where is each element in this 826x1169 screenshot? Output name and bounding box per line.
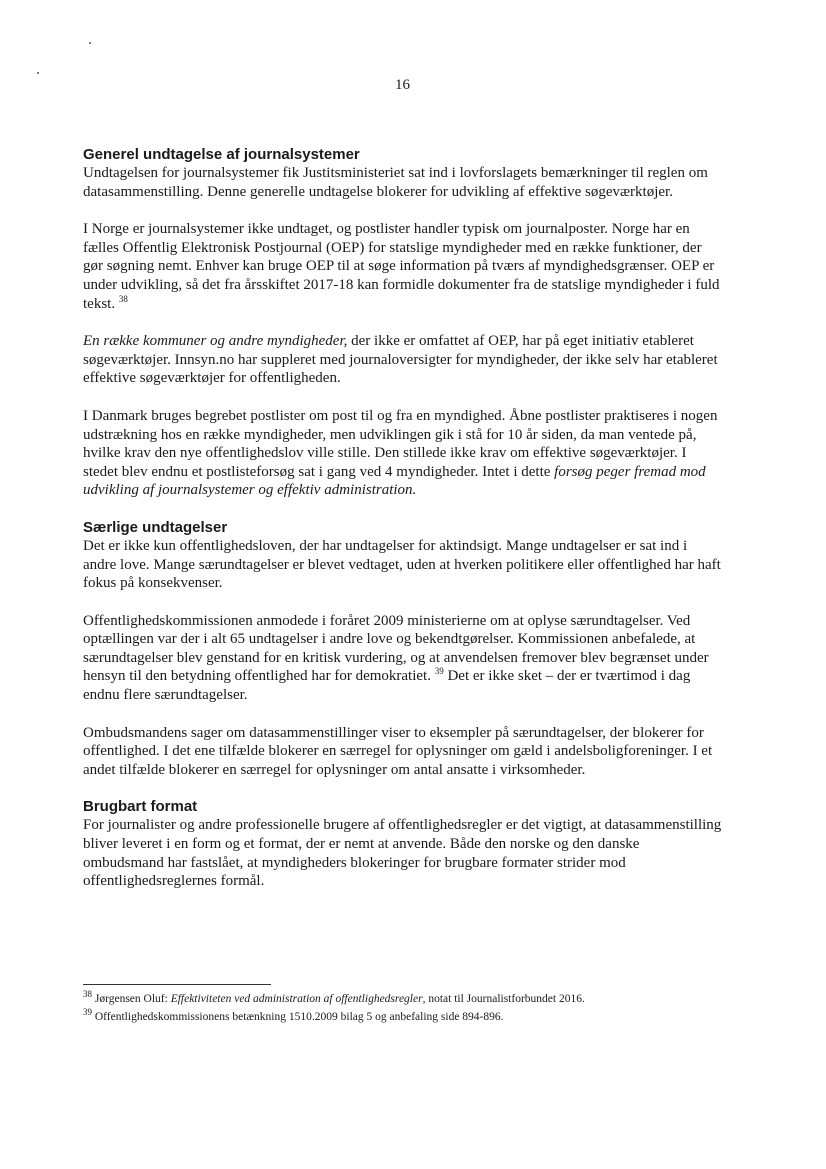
footnote-text: Offentlighedskommissionens betænkning 1510.2009 bilag 5 og anbefaling side 894-896. — [94, 1011, 504, 1023]
page-number: 16 — [395, 77, 410, 93]
paragraph — [83, 612, 723, 705]
document-body — [83, 146, 723, 891]
footnote — [83, 1008, 723, 1026]
italic-text: En række kommuner og andre myndigheder, — [83, 333, 348, 350]
paragraph: Det er ikke kun offentlighedsloven, der har undtagelser for aktindsigt. Mange undtagelser er sat ind i andre love. Mange særundtagelser er blevet vedtaget, uden at hverken politikere eller offentlighed har haft fokus på konsekvenser. — [83, 537, 721, 592]
footnote — [83, 990, 723, 1008]
paragraph — [83, 220, 723, 313]
paragraph-text: der ikke er omfattet af OEP, har på eget initiativ etableret søgeværktøjer. Innsyn.no har suppleret med journaloversigter for myndigheder, der ikke selv har etableret effektive søgeværktøjer for offentligheden. — [83, 333, 718, 387]
paragraph: Ombudsmandens sager om datasammenstillinger viser to eksempler på særundtagelser, der blokerer for offentlighed. I det ene tilfælde blokerer en særregel for oplysninger om gæld i andelsboligforeninger. I et andet tilfælde blokerer en særregel for oplysninger om antal ansatte i virksomheder. — [83, 724, 713, 778]
footnote-number: 38 — [83, 989, 92, 1000]
paragraph-text: I Danmark bruges begrebet postlister om post til og fra en myndighed. Åbne postlister praktiseres i nogen udstrækning hos en række myndigheder, men udviklingen gik i stå for 10 år siden, da man ventede på, hvilke krav den nye offentlighedslov ville stille. Den stillede ikke krav om effektive søgeværktøjer. I stedet blev endnu et postlisteforsøg sat i gang ved 4 myndigheder. Intet i dette — [83, 407, 718, 480]
section-heading: Generel undtagelse af journalsystemer — [83, 146, 360, 163]
scan-speck — [37, 72, 39, 74]
paragraph-text: I Norge er journalsystemer ikke undtaget, og postlister handler typisk om journalposter. Norge har en fælles Offentlig Elektronisk Postjournal (OEP) for statslige myndigheder med en række funktioner, der gør søgning nemt. Enhver kan bruge OEP til at søge information på tværs af myndighedsgrænser. OEP er under udvikling, så det fra årsskiftet 2017-18 kan formidle dokumenter fra de statslige myndigheder i fuld tekst. — [83, 221, 720, 312]
footnote-text: , notat til Journalistforbundet 2016. — [422, 993, 585, 1005]
section-heading: Brugbart format — [83, 798, 198, 816]
section-heading: Særlige undtagelser — [83, 518, 228, 536]
paragraph-text: Offentlighedskommissionen anmodede i foråret 2009 ministerierne om at oplyse særundtagelser. Ved optællingen var der i alt 65 undtagelser i andre love og bekendtgørelser. Kommissionen anbefalede, at særundtagelser blev genstand for en kritisk vurdering, og at anvendelsen fremover blev begrænset under hensyn til den betydning offentlighed har for demokratiet. — [83, 612, 709, 685]
paragraph: For journalister og andre professionelle brugere af offentlighedsregler er det vigtigt, at datasammenstilling bliver leveret i en form og et format, der er nemt at anvende. Både den norske og den danske ombudsmand har fastslået, at myndigheders blokeringer for brugbare formater strider mod offentlighedsreglernes formål. — [83, 817, 722, 890]
footnote-ref: 38 — [118, 293, 128, 304]
italic-text: forsøg peger fremad mod udvikling af journalsystemer og effektiv administration. — [83, 463, 706, 499]
paragraph: Undtagelsen for journalsystemer fik Justitsministeriet sat ind i lovforslagets bemærkninger til reglen om datasammenstilling. Denne generelle undtagelse blokerer for udvikling af effektive søgeværktøjer. — [83, 165, 708, 200]
footnote-ref: 39 — [434, 666, 444, 677]
footnote-number: 39 — [83, 1007, 92, 1018]
footnotes — [83, 990, 723, 1026]
paragraph — [83, 332, 723, 388]
paragraph — [83, 407, 723, 500]
footnote-text: Jørgensen Oluf: — [94, 993, 171, 1005]
paragraph-text: Det er ikke sket – der er tværtimod i dag endnu flere særundtagelser. — [83, 668, 691, 704]
scan-speck — [89, 42, 91, 44]
footnote-separator — [83, 984, 271, 985]
footnote-title: Effektiviteten ved administration af offentlighedsregler — [170, 993, 423, 1005]
